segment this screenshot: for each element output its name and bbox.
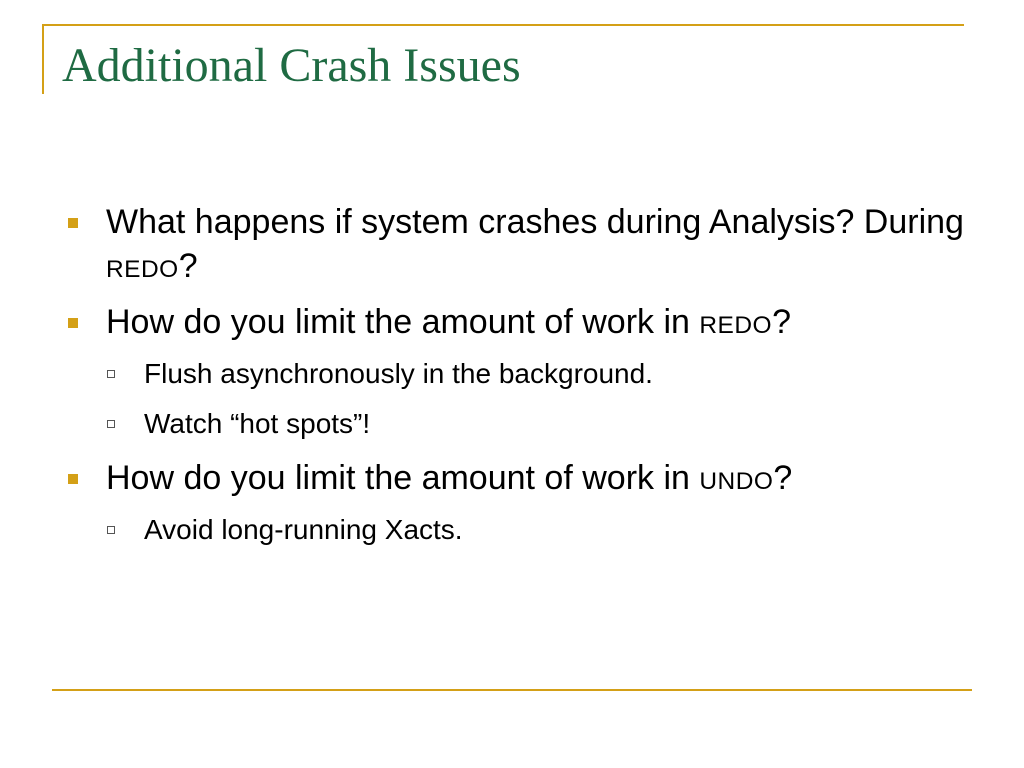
sub-bullet-item — [68, 512, 968, 548]
left-border-line — [42, 24, 44, 94]
bullet-text: How do you limit the amount of work in — [106, 303, 700, 341]
small-caps-term: REDO — [699, 312, 773, 339]
slide-title: Additional Crash Issues — [62, 39, 521, 92]
hollow-square-bullet-icon — [107, 420, 115, 428]
small-caps-term: REDO — [106, 256, 179, 283]
bullet-item — [68, 456, 968, 504]
square-bullet-icon — [68, 318, 78, 328]
sub-bullet-text: Avoid long-running Xacts. — [144, 514, 463, 545]
bullet-suffix: ? — [178, 247, 198, 285]
square-bullet-icon — [68, 474, 78, 484]
bullet-item — [68, 200, 968, 292]
bullet-item — [68, 300, 968, 348]
sub-bullet-text: Flush asynchronously in the background. — [144, 358, 653, 389]
sub-bullet-item — [68, 406, 968, 442]
bullet-suffix: ? — [773, 459, 793, 497]
sub-bullet-text: Watch “hot spots”! — [144, 408, 371, 439]
bullet-suffix: ? — [772, 303, 791, 341]
hollow-square-bullet-icon — [107, 370, 115, 378]
top-border-line — [42, 24, 964, 26]
bullet-text: How do you limit the amount of work in — [106, 459, 700, 497]
hollow-square-bullet-icon — [107, 526, 115, 534]
slide-content — [68, 200, 968, 562]
sub-bullet-item — [68, 356, 968, 392]
small-caps-term: UNDO — [699, 468, 774, 495]
bottom-border-line — [52, 689, 972, 691]
bullet-text: What happens if system crashes during Analysis? During — [106, 203, 964, 241]
square-bullet-icon — [68, 218, 78, 228]
